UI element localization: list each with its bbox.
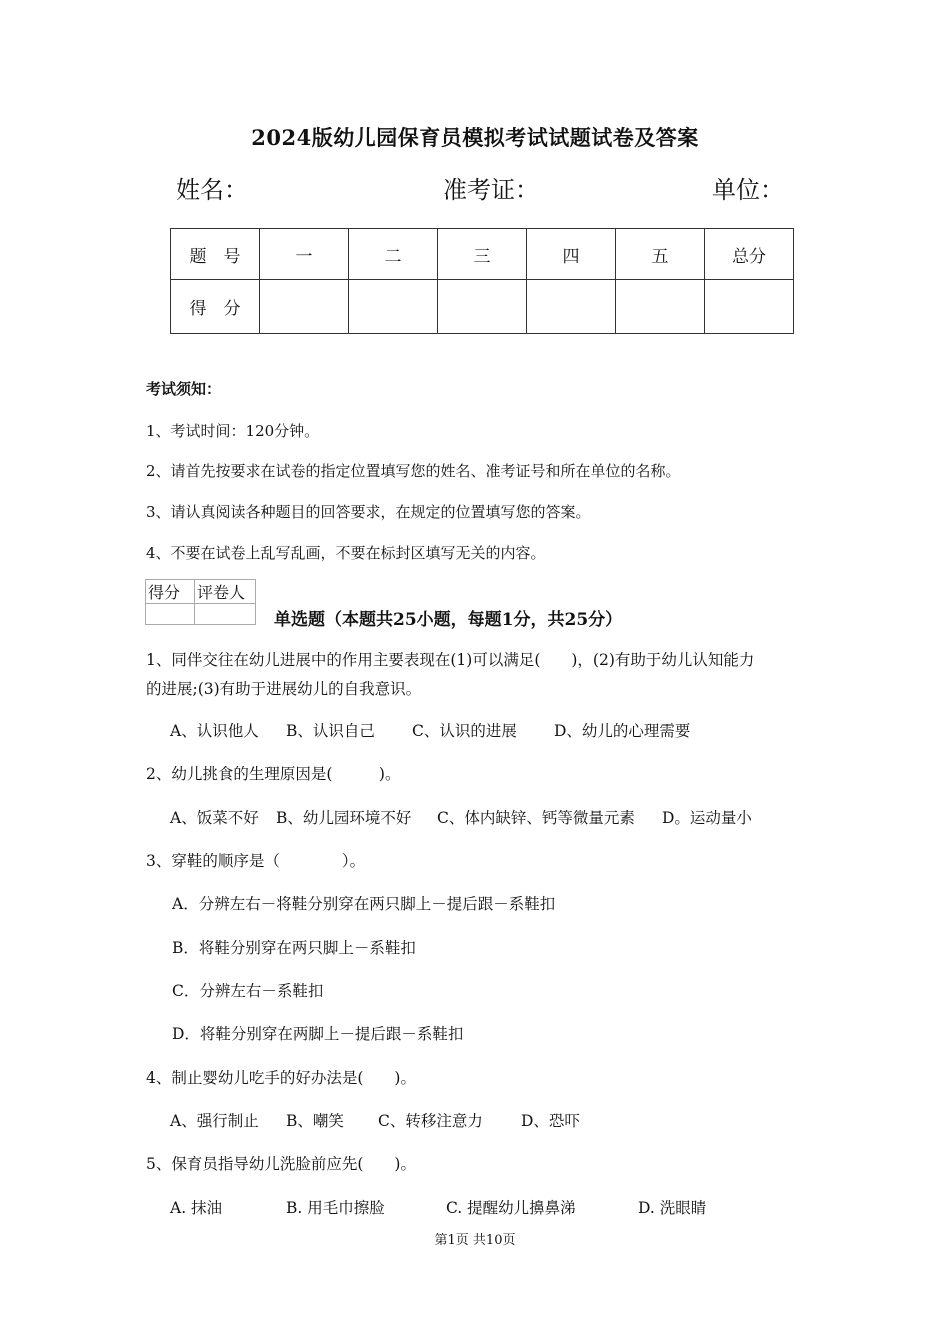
score-table-score-row (171, 280, 794, 334)
question-2-option-a: A、饭菜不好 (170, 809, 259, 827)
score-table-header-row (171, 229, 794, 280)
question-3-option-b: B．将鞋分别穿在两只脚上－系鞋扣 (172, 939, 416, 957)
question-3-stem: 3、穿鞋的顺序是（ ）。 (146, 852, 366, 870)
question-4-option-c: C、转移注意力 (378, 1112, 483, 1130)
exam-number-label: 准考证： (443, 176, 539, 204)
grader-score-label: 得分 (146, 580, 195, 604)
grader-name-cell[interactable] (195, 604, 256, 625)
header-cell-3: 三 (438, 229, 527, 280)
question-4-option-d: D、恐吓 (521, 1112, 580, 1130)
question-5-option-a: A. 抹油 (170, 1199, 223, 1217)
header-cell-5: 五 (616, 229, 705, 280)
score-cell-total[interactable] (705, 280, 794, 334)
score-cell[interactable] (438, 280, 527, 334)
question-5-stem: 5、保育员指导幼儿洗脸前应先( )。 (146, 1155, 416, 1173)
question-1-option-b: B、认识自己 (286, 722, 375, 740)
question-4-option-a: A、强行制止 (170, 1112, 259, 1130)
question-1-stem: 1、同伴交往在幼儿进展中的作用主要表现在(1)可以满足( )，(2)有助于幼儿认知能力 (146, 651, 755, 669)
question-2-stem: 2、幼儿挑食的生理原因是( )。 (146, 765, 401, 783)
question-3-option-d: D．将鞋分别穿在两脚上－提后跟－系鞋扣 (172, 1025, 464, 1043)
question-2-option-b: B、幼儿园环境不好 (276, 809, 412, 827)
page-footer: 第1页 共10页 (434, 1233, 516, 1248)
question-2-option-c: C、体内缺锌、钙等微量元素 (437, 809, 635, 827)
question-2-option-d: D。运动量小 (662, 809, 752, 827)
note-item: 1、考试时间：120分钟。 (146, 422, 320, 440)
question-1-stem-cont: 的进展;(3)有助于进展幼儿的自我意识。 (146, 680, 422, 698)
score-table (170, 228, 794, 334)
document-title: 2024版幼儿园保育员模拟考试试题试卷及答案 (251, 125, 699, 150)
score-cell[interactable] (260, 280, 349, 334)
grader-score-cell[interactable] (146, 604, 195, 625)
header-cell-total: 总分 (705, 229, 794, 280)
note-item: 4、不要在试卷上乱写乱画，不要在标封区填写无关的内容。 (146, 544, 546, 562)
score-cell[interactable] (349, 280, 438, 334)
question-1-option-c: C、认识的进展 (412, 722, 517, 740)
name-label: 姓名： (176, 176, 248, 204)
section-title: 单选题（本题共25小题，每题1分，共25分） (274, 610, 623, 630)
grader-box (145, 579, 256, 625)
question-4-stem: 4、制止婴幼儿吃手的好办法是( )。 (146, 1069, 416, 1087)
note-item: 3、请认真阅读各种题目的回答要求，在规定的位置填写您的答案。 (146, 503, 591, 521)
question-3-option-c: C．分辨左右－系鞋扣 (172, 982, 324, 1000)
score-cell[interactable] (527, 280, 616, 334)
question-5-option-d: D. 洗眼睛 (638, 1199, 707, 1217)
header-cell-2: 二 (349, 229, 438, 280)
score-cell[interactable] (616, 280, 705, 334)
question-3-option-a: A．分辨左右－将鞋分别穿在两只脚上－提后跟－系鞋扣 (172, 895, 556, 913)
question-5-option-c: C. 提醒幼儿擤鼻涕 (446, 1199, 576, 1217)
question-1-option-d: D、幼儿的心理需要 (554, 722, 691, 740)
unit-label: 单位： (712, 176, 784, 204)
note-item: 2、请首先按要求在试卷的指定位置填写您的姓名、准考证号和所在单位的名称。 (146, 462, 681, 480)
question-4-option-b: B、嘲笑 (286, 1112, 344, 1130)
header-cell-question-no: 题 号 (171, 229, 260, 280)
header-cell-1: 一 (260, 229, 349, 280)
header-cell-4: 四 (527, 229, 616, 280)
question-5-option-b: B. 用毛巾擦脸 (286, 1199, 385, 1217)
notes-title: 考试须知： (146, 380, 222, 398)
score-row-label: 得 分 (171, 280, 260, 334)
grader-name-label: 评卷人 (195, 580, 256, 604)
question-1-option-a: A、认识他人 (170, 722, 259, 740)
